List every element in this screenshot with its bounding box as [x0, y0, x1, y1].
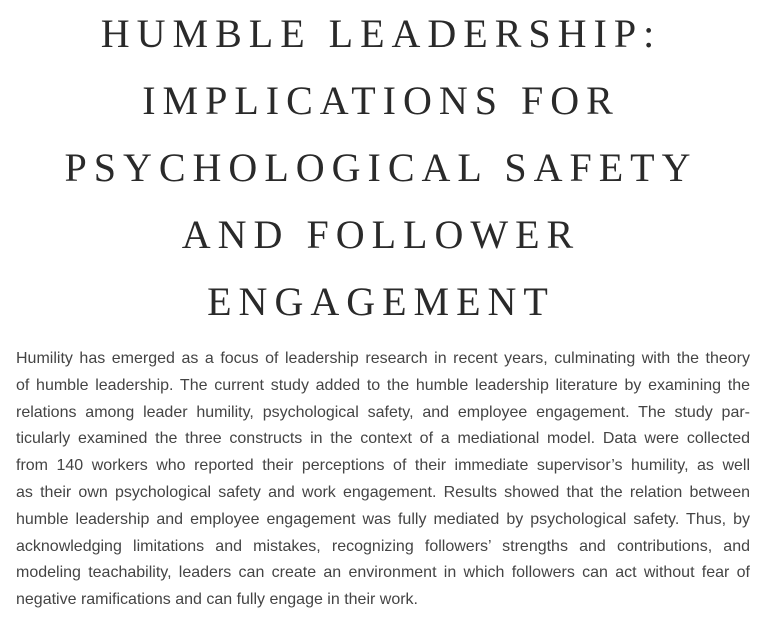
abstract-paragraph	[16, 346, 750, 614]
abstract-line: as their own psychological safety and work engagement. Results showed that the relation between	[16, 483, 750, 501]
abstract-line: modeling teachability, leaders can create an environment in which followers can act without fear of	[16, 564, 750, 582]
abstract-line: humble leadership and employee engagement was fully mediated by psychological safety. Thus, by	[16, 510, 750, 528]
title-line: ENGAGEMENT	[207, 279, 555, 324]
abstract-line: ticularly examined the three constructs in the context of a mediational model. Data were collected	[16, 430, 750, 448]
title-line: HUMBLE LEADERSHIP:	[100, 11, 662, 56]
title-line: IMPLICATIONS FOR	[142, 78, 620, 123]
abstract-line: of humble leadership. The current study added to the humble leadership literature by examining the	[16, 376, 750, 394]
title-line: AND FOLLOWER	[181, 212, 581, 257]
title-line: PSYCHOLOGICAL SAFETY	[64, 145, 698, 190]
abstract-line: Humility has emerged as a focus of leadership research in recent years, culminating with the theory	[16, 350, 750, 367]
abstract-line: relations among leader humility, psychological safety, and employee engagement. The study par-	[16, 403, 750, 421]
abstract-line: from 140 workers who reported their perceptions of their immediate supervisor’s humility, as well	[16, 457, 750, 475]
abstract-line: negative ramifications and can fully engage in their work.	[16, 591, 418, 609]
abstract-line: acknowledging limitations and mistakes, recognizing followers’ strengths and contributions, and	[16, 537, 750, 555]
paper-title	[0, 10, 762, 345]
